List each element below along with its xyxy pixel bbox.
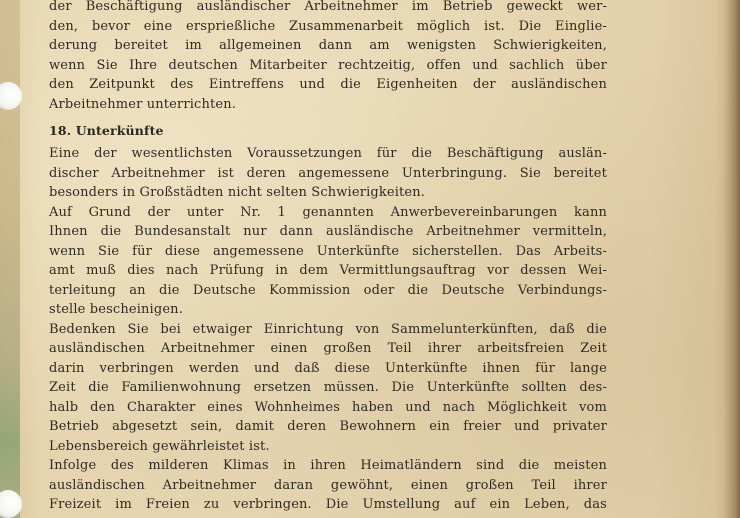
text-line: den, bevor eine ersprießliche Zusammenarbeit möglich ist. Die Einglie- bbox=[49, 18, 607, 34]
text-line: derung bereitet im allgemeinen dann am wenigsten Schwierigkeiten, bbox=[49, 38, 607, 53]
text-line: terleitung an die Deutsche Kommission oder die Deutsche Verbindungs- bbox=[49, 282, 607, 298]
text-line: den Zeitpunkt des Eintreffens und die Eigenheiten der ausländischen bbox=[49, 77, 607, 92]
paragraph-4 bbox=[49, 456, 607, 515]
text-line: wenn Sie für diese angemessene Unterkünfte sicherstellen. Das Arbeits- bbox=[49, 243, 607, 259]
text-line: Eine der wesentlichsten Voraussetzungen für die Beschäftigung auslän- bbox=[49, 146, 607, 161]
section-heading: 18. Unterkünfte bbox=[49, 123, 164, 138]
text-line: Auf Grund der unter Nr. 1 genannten Anwerbevereinbarungen kann bbox=[49, 204, 607, 220]
text-line: Ihnen die Bundesanstalt nur dann ausländische Arbeitnehmer vermitteln, bbox=[49, 224, 607, 239]
text-line: stelle bescheinigen. bbox=[49, 302, 183, 317]
paragraph-3 bbox=[49, 320, 607, 457]
text-line: Freizeit im Freien zu verbringen. Die Umstellung auf ein Leben, das bbox=[49, 497, 607, 512]
intro-paragraph bbox=[49, 0, 607, 114]
text-line: wenn Sie Ihre deutschen Mitarbeiter rechtzeitig, offen und sachlich über bbox=[49, 57, 607, 73]
text-line: Lebensbereich gewährleistet ist. bbox=[49, 438, 270, 454]
text-line: Bedenken Sie bei etwaiger Einrichtung von Sammelunterkünften, daß die bbox=[49, 321, 607, 337]
paragraph-1 bbox=[49, 144, 607, 203]
page-left-edge bbox=[0, 0, 20, 518]
text-line: Arbeitnehmer unterrichten. bbox=[49, 96, 237, 112]
text-line: halb den Charakter eines Wohnheimes haben und nach Möglichkeit vom bbox=[49, 399, 607, 415]
text-line: discher Arbeitnehmer ist deren angemessene Unterbringung. Sie bereitet bbox=[49, 165, 607, 181]
document-body bbox=[49, 0, 607, 515]
text-line: der Beschäftigung ausländischer Arbeitnehmer im Betrieb geweckt wer- bbox=[49, 0, 607, 14]
paragraph-2 bbox=[49, 203, 607, 320]
text-line: ausländischen Arbeitnehmer daran gewöhnt, einen großen Teil ihrer bbox=[49, 477, 607, 493]
text-line: darin verbringen werden und daß diese Unterkünfte ihnen für lange bbox=[49, 360, 607, 376]
text-line: amt muß dies nach Prüfung in dem Vermittlungsauftrag vor dessen Wei- bbox=[49, 263, 607, 278]
text-line: Infolge des milderen Klimas in ihren Heimatländern sind die meisten bbox=[49, 458, 607, 473]
text-line: Zeit die Familienwohnung ersetzen müssen. Die Unterkünfte sollten des- bbox=[49, 380, 607, 395]
text-line: ausländischen Arbeitnehmer einen großen Teil ihrer arbeitsfreien Zeit bbox=[49, 341, 607, 356]
text-line: Betrieb abgesetzt sein, damit deren Bewohnern ein freier und privater bbox=[49, 419, 607, 434]
text-line: besonders in Großstädten nicht selten Schwierigkeiten. bbox=[49, 185, 426, 200]
page-right-edge bbox=[724, 0, 740, 518]
